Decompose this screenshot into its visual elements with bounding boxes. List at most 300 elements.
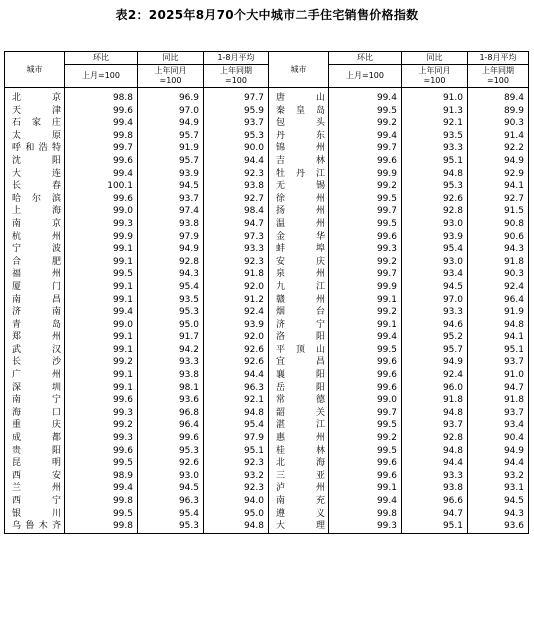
mom-value-cell: 99.9 (65, 231, 138, 244)
table-row (5, 205, 529, 218)
ytd-value-cell: 89.4 (468, 88, 529, 105)
ytd-value-cell: 92.3 (204, 256, 269, 269)
yoy-value-cell: 93.3 (402, 470, 468, 483)
table-row (5, 432, 529, 445)
ytd-value-cell: 92.0 (204, 331, 269, 344)
mom-value-cell: 99.3 (65, 432, 138, 445)
yoy-value-cell: 97.4 (138, 205, 204, 218)
city-name-cell: 九江 (269, 281, 329, 294)
mom-value-cell: 99.6 (329, 470, 402, 483)
mom-value-cell: 99.2 (329, 432, 402, 445)
ytd-value-cell: 91.8 (468, 394, 529, 407)
yoy-value-cell: 95.3 (138, 445, 204, 458)
city-name-cell: 深圳 (5, 382, 65, 395)
mom-value-cell: 99.8 (65, 130, 138, 143)
yoy-value-cell: 92.8 (138, 256, 204, 269)
yoy-value-cell: 92.6 (138, 457, 204, 470)
mom-value-cell: 99.4 (329, 130, 402, 143)
mom-value-cell: 99.6 (329, 356, 402, 369)
table-title: 表2：2025年8月70个大中城市二手住宅销售价格指数 (115, 8, 419, 22)
city-name-cell: 广州 (5, 369, 65, 382)
header-yoy-base-right (402, 65, 468, 88)
mom-value-cell: 99.6 (65, 445, 138, 458)
ytd-value-cell: 90.4 (468, 432, 529, 445)
mom-value-cell: 99.1 (329, 319, 402, 332)
city-name-cell: 惠州 (269, 432, 329, 445)
mom-value-cell: 99.3 (65, 218, 138, 231)
yoy-value-cell: 96.6 (402, 495, 468, 508)
yoy-value-cell: 95.4 (138, 508, 204, 521)
mom-value-cell: 99.2 (329, 117, 402, 130)
city-name-cell: 宜昌 (269, 356, 329, 369)
city-name-cell: 南充 (269, 495, 329, 508)
table-row (5, 394, 529, 407)
yoy-value-cell: 95.7 (138, 155, 204, 168)
yoy-value-cell: 93.7 (402, 419, 468, 432)
city-name-cell: 大连 (5, 168, 65, 181)
city-name-cell: 南宁 (5, 394, 65, 407)
city-name-cell: 金华 (269, 231, 329, 244)
mom-value-cell: 98.8 (65, 88, 138, 105)
table-row (5, 88, 529, 105)
city-name-cell: 唐山 (269, 88, 329, 105)
city-name-cell: 北海 (269, 457, 329, 470)
mom-value-cell: 99.6 (329, 231, 402, 244)
mom-value-cell: 99.5 (329, 419, 402, 432)
ytd-value-cell: 90.0 (204, 142, 269, 155)
table-row (5, 180, 529, 193)
table-row (5, 294, 529, 307)
mom-value-cell: 100.1 (65, 180, 138, 193)
ytd-value-cell: 93.7 (468, 407, 529, 420)
ytd-value-cell: 94.0 (204, 495, 269, 508)
header-mom-right: 环比 (329, 52, 402, 65)
table-row (5, 117, 529, 130)
ytd-value-cell: 91.2 (204, 294, 269, 307)
mom-value-cell: 99.6 (65, 155, 138, 168)
ytd-value-cell: 94.8 (204, 520, 269, 533)
ytd-value-cell: 94.4 (468, 457, 529, 470)
header-ytd-base-left (204, 65, 269, 88)
header-city-right: 城市 (269, 52, 329, 88)
ytd-value-cell: 98.4 (204, 205, 269, 218)
ytd-value-cell: 97.9 (204, 432, 269, 445)
yoy-value-cell: 96.8 (138, 407, 204, 420)
ytd-value-cell: 95.4 (204, 419, 269, 432)
header-yoy-base-left-text: 上年同月 =100 (154, 66, 187, 85)
city-name-cell: 太原 (5, 130, 65, 143)
header-mom-base-right: 上月=100 (329, 65, 402, 88)
yoy-value-cell: 92.8 (402, 205, 468, 218)
city-name-cell: 洛阳 (269, 331, 329, 344)
header-yoy-base-left (138, 65, 204, 88)
mom-value-cell: 99.5 (329, 218, 402, 231)
city-name-cell: 桂林 (269, 445, 329, 458)
header-ytd-base-left-text: 上年同期 =100 (220, 66, 252, 85)
yoy-value-cell: 91.3 (402, 105, 468, 118)
yoy-value-cell: 94.8 (402, 168, 468, 181)
mom-value-cell: 99.9 (329, 168, 402, 181)
mom-value-cell: 99.8 (65, 520, 138, 533)
yoy-value-cell: 91.8 (402, 394, 468, 407)
ytd-value-cell: 94.7 (204, 218, 269, 231)
yoy-value-cell: 95.4 (138, 281, 204, 294)
yoy-value-cell: 93.9 (402, 231, 468, 244)
city-name-cell: 兰州 (5, 482, 65, 495)
ytd-value-cell: 92.9 (468, 168, 529, 181)
ytd-value-cell: 93.9 (204, 319, 269, 332)
mom-value-cell: 99.3 (65, 407, 138, 420)
city-name-cell: 重庆 (5, 419, 65, 432)
mom-value-cell: 99.5 (65, 457, 138, 470)
yoy-value-cell: 93.9 (138, 168, 204, 181)
ytd-value-cell: 94.7 (468, 382, 529, 395)
yoy-value-cell: 94.4 (402, 457, 468, 470)
table-row (5, 231, 529, 244)
yoy-value-cell: 95.3 (138, 520, 204, 533)
mom-value-cell: 99.2 (65, 356, 138, 369)
table-row (5, 268, 529, 281)
city-name-cell: 哈尔滨 (5, 193, 65, 206)
ytd-value-cell: 93.3 (204, 243, 269, 256)
city-name-cell: 无锡 (269, 180, 329, 193)
yoy-value-cell: 93.5 (402, 130, 468, 143)
table-row (5, 105, 529, 118)
mom-value-cell: 99.1 (65, 281, 138, 294)
city-name-cell: 呼和浩特 (5, 142, 65, 155)
yoy-value-cell: 95.3 (138, 306, 204, 319)
mom-value-cell: 99.7 (65, 142, 138, 155)
city-name-cell: 宁波 (5, 243, 65, 256)
yoy-value-cell: 93.3 (402, 306, 468, 319)
yoy-value-cell: 96.4 (138, 419, 204, 432)
table-row (5, 419, 529, 432)
ytd-value-cell: 92.0 (204, 281, 269, 294)
city-name-cell: 温州 (269, 218, 329, 231)
mom-value-cell: 99.6 (65, 394, 138, 407)
yoy-value-cell: 98.1 (138, 382, 204, 395)
ytd-value-cell: 94.4 (204, 369, 269, 382)
ytd-value-cell: 93.1 (468, 482, 529, 495)
city-name-cell: 吉林 (269, 155, 329, 168)
yoy-value-cell: 92.8 (402, 432, 468, 445)
table-row (5, 256, 529, 269)
city-name-cell: 泉州 (269, 268, 329, 281)
table-row (5, 319, 529, 332)
city-name-cell: 合肥 (5, 256, 65, 269)
yoy-value-cell: 92.4 (402, 369, 468, 382)
yoy-value-cell: 97.0 (138, 105, 204, 118)
city-name-cell: 杭州 (5, 231, 65, 244)
city-name-cell: 徐州 (269, 193, 329, 206)
ytd-value-cell: 93.2 (204, 470, 269, 483)
city-name-cell: 秦皇岛 (269, 105, 329, 118)
mom-value-cell: 99.7 (329, 142, 402, 155)
mom-value-cell: 99.0 (65, 319, 138, 332)
table-row (5, 218, 529, 231)
yoy-value-cell: 94.9 (402, 356, 468, 369)
city-name-cell: 牡丹江 (269, 168, 329, 181)
yoy-value-cell: 97.9 (138, 231, 204, 244)
mom-value-cell: 99.3 (329, 243, 402, 256)
ytd-value-cell: 92.4 (204, 306, 269, 319)
mom-value-cell: 99.1 (65, 256, 138, 269)
ytd-value-cell: 90.3 (468, 117, 529, 130)
table-row (5, 382, 529, 395)
mom-value-cell: 99.6 (329, 382, 402, 395)
city-name-cell: 湛江 (269, 419, 329, 432)
yoy-value-cell: 95.7 (402, 344, 468, 357)
yoy-value-cell: 94.6 (402, 319, 468, 332)
city-name-cell: 大理 (269, 520, 329, 533)
ytd-value-cell: 95.1 (204, 445, 269, 458)
city-name-cell: 三亚 (269, 470, 329, 483)
ytd-value-cell: 95.0 (204, 508, 269, 521)
yoy-value-cell: 93.3 (402, 142, 468, 155)
yoy-value-cell: 91.7 (138, 331, 204, 344)
mom-value-cell: 99.5 (329, 105, 402, 118)
city-name-cell: 贵阳 (5, 445, 65, 458)
table-row (5, 470, 529, 483)
mom-value-cell: 99.9 (329, 281, 402, 294)
city-name-cell: 泸州 (269, 482, 329, 495)
header-yoy-base-right-text: 上年同月 =100 (418, 66, 451, 85)
city-name-cell: 岳阳 (269, 382, 329, 395)
mom-value-cell: 99.0 (65, 205, 138, 218)
yoy-value-cell: 94.8 (402, 445, 468, 458)
ytd-value-cell: 92.3 (204, 482, 269, 495)
table-row (5, 281, 529, 294)
ytd-value-cell: 94.1 (468, 331, 529, 344)
ytd-value-cell: 91.8 (204, 268, 269, 281)
yoy-value-cell: 93.8 (138, 369, 204, 382)
table-row (5, 193, 529, 206)
yoy-value-cell: 93.5 (138, 294, 204, 307)
city-name-cell: 南京 (5, 218, 65, 231)
mom-value-cell: 99.2 (329, 256, 402, 269)
mom-value-cell: 99.7 (329, 407, 402, 420)
ytd-value-cell: 90.8 (468, 218, 529, 231)
table-row (5, 344, 529, 357)
ytd-value-cell: 94.5 (468, 495, 529, 508)
header-ytd-left: 1-8月平均 (204, 52, 269, 65)
header-city-left: 城市 (5, 52, 65, 88)
yoy-value-cell: 94.3 (138, 268, 204, 281)
table-row (5, 331, 529, 344)
yoy-value-cell: 97.0 (402, 294, 468, 307)
city-name-cell: 银川 (5, 508, 65, 521)
yoy-value-cell: 93.7 (138, 193, 204, 206)
yoy-value-cell: 94.5 (138, 180, 204, 193)
table-row (5, 130, 529, 143)
yoy-value-cell: 94.5 (402, 281, 468, 294)
yoy-value-cell: 94.9 (138, 243, 204, 256)
yoy-value-cell: 94.9 (138, 117, 204, 130)
yoy-value-cell: 95.4 (402, 243, 468, 256)
ytd-value-cell: 92.6 (204, 344, 269, 357)
price-index-table (4, 51, 529, 534)
city-name-cell: 成都 (5, 432, 65, 445)
ytd-value-cell: 94.8 (468, 319, 529, 332)
city-name-cell: 西安 (5, 470, 65, 483)
ytd-value-cell: 93.7 (204, 117, 269, 130)
city-name-cell: 南昌 (5, 294, 65, 307)
yoy-value-cell: 95.3 (402, 180, 468, 193)
ytd-value-cell: 90.6 (468, 231, 529, 244)
yoy-value-cell: 95.1 (402, 520, 468, 533)
yoy-value-cell: 93.0 (402, 218, 468, 231)
city-name-cell: 锦州 (269, 142, 329, 155)
ytd-value-cell: 92.7 (204, 193, 269, 206)
ytd-value-cell: 91.5 (468, 205, 529, 218)
city-name-cell: 沈阳 (5, 155, 65, 168)
mom-value-cell: 99.8 (329, 508, 402, 521)
table-row (5, 356, 529, 369)
mom-value-cell: 99.4 (329, 88, 402, 105)
ytd-value-cell: 94.1 (468, 180, 529, 193)
table-row (5, 508, 529, 521)
city-name-cell: 济南 (5, 306, 65, 319)
mom-value-cell: 99.5 (65, 508, 138, 521)
yoy-value-cell: 93.8 (402, 482, 468, 495)
yoy-value-cell: 93.6 (138, 394, 204, 407)
city-name-cell: 厦门 (5, 281, 65, 294)
city-name-cell: 福州 (5, 268, 65, 281)
yoy-value-cell: 93.3 (138, 356, 204, 369)
yoy-value-cell: 92.6 (402, 193, 468, 206)
ytd-value-cell: 92.3 (204, 168, 269, 181)
mom-value-cell: 99.5 (329, 193, 402, 206)
ytd-value-cell: 93.2 (468, 470, 529, 483)
mom-value-cell: 99.1 (65, 382, 138, 395)
city-name-cell: 上海 (5, 205, 65, 218)
ytd-value-cell: 92.2 (468, 142, 529, 155)
ytd-value-cell: 93.7 (468, 356, 529, 369)
yoy-value-cell: 91.9 (138, 142, 204, 155)
header-mom-left: 环比 (65, 52, 138, 65)
header-mom-base-left: 上月=100 (65, 65, 138, 88)
table-row (5, 482, 529, 495)
ytd-value-cell: 93.4 (468, 419, 529, 432)
ytd-value-cell: 92.1 (204, 394, 269, 407)
city-name-cell: 韶关 (269, 407, 329, 420)
city-name-cell: 襄阳 (269, 369, 329, 382)
header-ytd-base-right (468, 65, 529, 88)
mom-value-cell: 99.6 (329, 457, 402, 470)
table-row (5, 445, 529, 458)
mom-value-cell: 99.1 (65, 369, 138, 382)
table-row (5, 243, 529, 256)
city-name-cell: 海口 (5, 407, 65, 420)
mom-value-cell: 99.4 (65, 482, 138, 495)
mom-value-cell: 99.2 (329, 306, 402, 319)
yoy-value-cell: 95.1 (402, 155, 468, 168)
mom-value-cell: 99.1 (65, 344, 138, 357)
ytd-value-cell: 91.4 (468, 130, 529, 143)
city-name-cell: 常德 (269, 394, 329, 407)
table-row (5, 306, 529, 319)
ytd-value-cell: 94.9 (468, 155, 529, 168)
ytd-value-cell: 90.3 (468, 268, 529, 281)
mom-value-cell: 99.6 (329, 155, 402, 168)
table-row (5, 407, 529, 420)
ytd-value-cell: 93.8 (204, 180, 269, 193)
table-row (5, 369, 529, 382)
ytd-value-cell: 97.3 (204, 231, 269, 244)
yoy-value-cell: 93.0 (138, 470, 204, 483)
ytd-value-cell: 95.1 (468, 344, 529, 357)
mom-value-cell: 99.5 (329, 344, 402, 357)
yoy-value-cell: 99.6 (138, 432, 204, 445)
ytd-value-cell: 92.4 (468, 281, 529, 294)
mom-value-cell: 99.4 (65, 117, 138, 130)
yoy-value-cell: 96.3 (138, 495, 204, 508)
ytd-value-cell: 96.4 (468, 294, 529, 307)
mom-value-cell: 99.1 (329, 482, 402, 495)
mom-value-cell: 99.3 (329, 520, 402, 533)
city-name-cell: 北京 (5, 88, 65, 105)
ytd-value-cell: 94.3 (468, 243, 529, 256)
city-name-cell: 遵义 (269, 508, 329, 521)
table-row (5, 155, 529, 168)
city-name-cell: 蚌埠 (269, 243, 329, 256)
mom-value-cell: 99.0 (329, 394, 402, 407)
ytd-value-cell: 89.9 (468, 105, 529, 118)
city-name-cell: 安庆 (269, 256, 329, 269)
yoy-value-cell: 91.0 (402, 88, 468, 105)
city-name-cell: 天津 (5, 105, 65, 118)
mom-value-cell: 99.1 (329, 294, 402, 307)
mom-value-cell: 99.4 (329, 495, 402, 508)
table-row (5, 457, 529, 470)
mom-value-cell: 99.7 (329, 205, 402, 218)
ytd-value-cell: 91.8 (468, 256, 529, 269)
city-name-cell: 青岛 (5, 319, 65, 332)
ytd-value-cell: 91.0 (468, 369, 529, 382)
mom-value-cell: 99.5 (65, 268, 138, 281)
mom-value-cell: 99.6 (65, 105, 138, 118)
city-name-cell: 平顶山 (269, 344, 329, 357)
ytd-value-cell: 92.7 (468, 193, 529, 206)
mom-value-cell: 99.4 (65, 168, 138, 181)
mom-value-cell: 99.4 (329, 331, 402, 344)
table-row (5, 520, 529, 533)
header-yoy-right: 同比 (402, 52, 468, 65)
ytd-value-cell: 94.3 (468, 508, 529, 521)
ytd-value-cell: 91.9 (468, 306, 529, 319)
table-row (5, 495, 529, 508)
city-name-cell: 武汉 (5, 344, 65, 357)
ytd-value-cell: 95.9 (204, 105, 269, 118)
yoy-value-cell: 93.4 (402, 268, 468, 281)
table-row (5, 142, 529, 155)
ytd-value-cell: 97.7 (204, 88, 269, 105)
table-body (5, 88, 529, 534)
mom-value-cell: 99.1 (65, 331, 138, 344)
city-name-cell: 包头 (269, 117, 329, 130)
yoy-value-cell: 94.5 (138, 482, 204, 495)
table-row (5, 168, 529, 181)
header-yoy-left: 同比 (138, 52, 204, 65)
mom-value-cell: 99.1 (65, 243, 138, 256)
city-name-cell: 扬州 (269, 205, 329, 218)
mom-value-cell: 99.6 (65, 193, 138, 206)
ytd-value-cell: 92.6 (204, 356, 269, 369)
mom-value-cell: 99.5 (329, 445, 402, 458)
city-name-cell: 昆明 (5, 457, 65, 470)
yoy-value-cell: 92.1 (402, 117, 468, 130)
mom-value-cell: 99.2 (329, 180, 402, 193)
